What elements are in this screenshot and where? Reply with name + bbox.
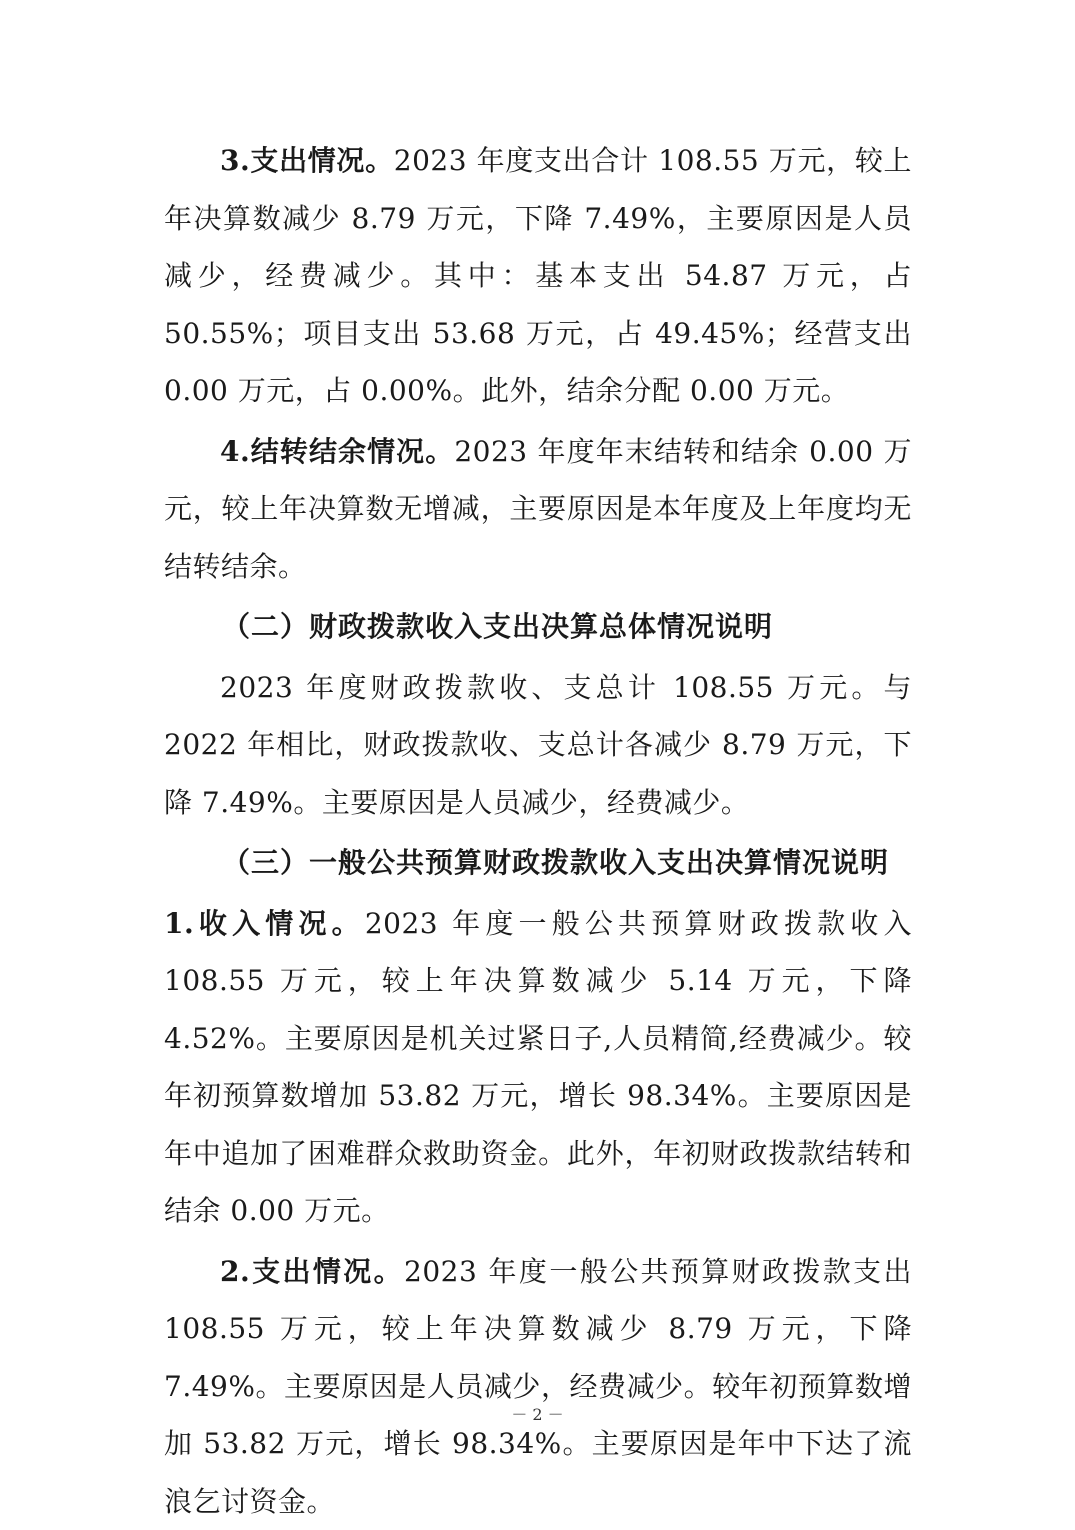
paragraph-lead: 3.支出情况。 bbox=[220, 144, 394, 177]
section-heading-fiscal-overview: （二）财政拨款收入支出决算总体情况说明 bbox=[164, 598, 912, 656]
paragraph-income bbox=[164, 895, 912, 1240]
paragraph-fiscal-overview bbox=[164, 659, 912, 832]
paragraph-expenditure bbox=[164, 132, 912, 420]
paragraph-text: 2023 年度财政拨款收、支总计 108.55 万元。与 2022 年相比，财政拨款收、支总计各减少 8.79 万元，下降 7.49%。主要原因是人员减少，经费减少。 bbox=[164, 671, 912, 819]
page-number: － 2 － bbox=[0, 1402, 1075, 1425]
paragraph-text: 2023 年度支出合计 108.55 万元，较上年决算数减少 8.79 万元，下降 7.49%，主要原因是人员减少，经费减少。其中：基本支出 54.87 万元，占 50.55%；项目支出 53.68 万元，占 49.45%；经营支出 0.00 万元，占 0.00%。此外，结余分配 0.00 万元。 bbox=[164, 144, 912, 407]
paragraph-general-expenditure bbox=[164, 1243, 912, 1530]
document-page bbox=[164, 132, 912, 1530]
paragraph-carryover bbox=[164, 423, 912, 596]
section-heading-general-budget: （三）一般公共预算财政拨款收入支出决算情况说明 bbox=[164, 834, 912, 892]
paragraph-lead: 4.结转结余情况。 bbox=[220, 435, 454, 468]
paragraph-text: 2023 年度年末结转和结余 0.00 万元，较上年决算数无增减，主要原因是本年度及上年度均无结转结余。 bbox=[164, 435, 912, 583]
paragraph-text: 2023 年度一般公共预算财政拨款支出 108.55 万元，较上年决算数减少 8.79 万元，下降 7.49%。主要原因是人员减少，经费减少。较年初预算数增加 53.82 万元，增长 98.34%。主要原因是年中下达了流浪乞讨资金。 bbox=[164, 1255, 912, 1518]
paragraph-lead: 2.支出情况。 bbox=[220, 1255, 404, 1288]
paragraph-lead: 1.收入情况。 bbox=[164, 907, 365, 940]
paragraph-text: 2023 年度一般公共预算财政拨款收入 108.55 万元，较上年决算数减少 5.14 万元，下降 4.52%。主要原因是机关过紧日子,人员精简,经费减少。较年初预算数增加 53.82 万元，增长 98.34%。主要原因是年中追加了困难群众救助资金。此外，年初财政拨款结转和结余 0.00 万元。 bbox=[164, 907, 912, 1228]
